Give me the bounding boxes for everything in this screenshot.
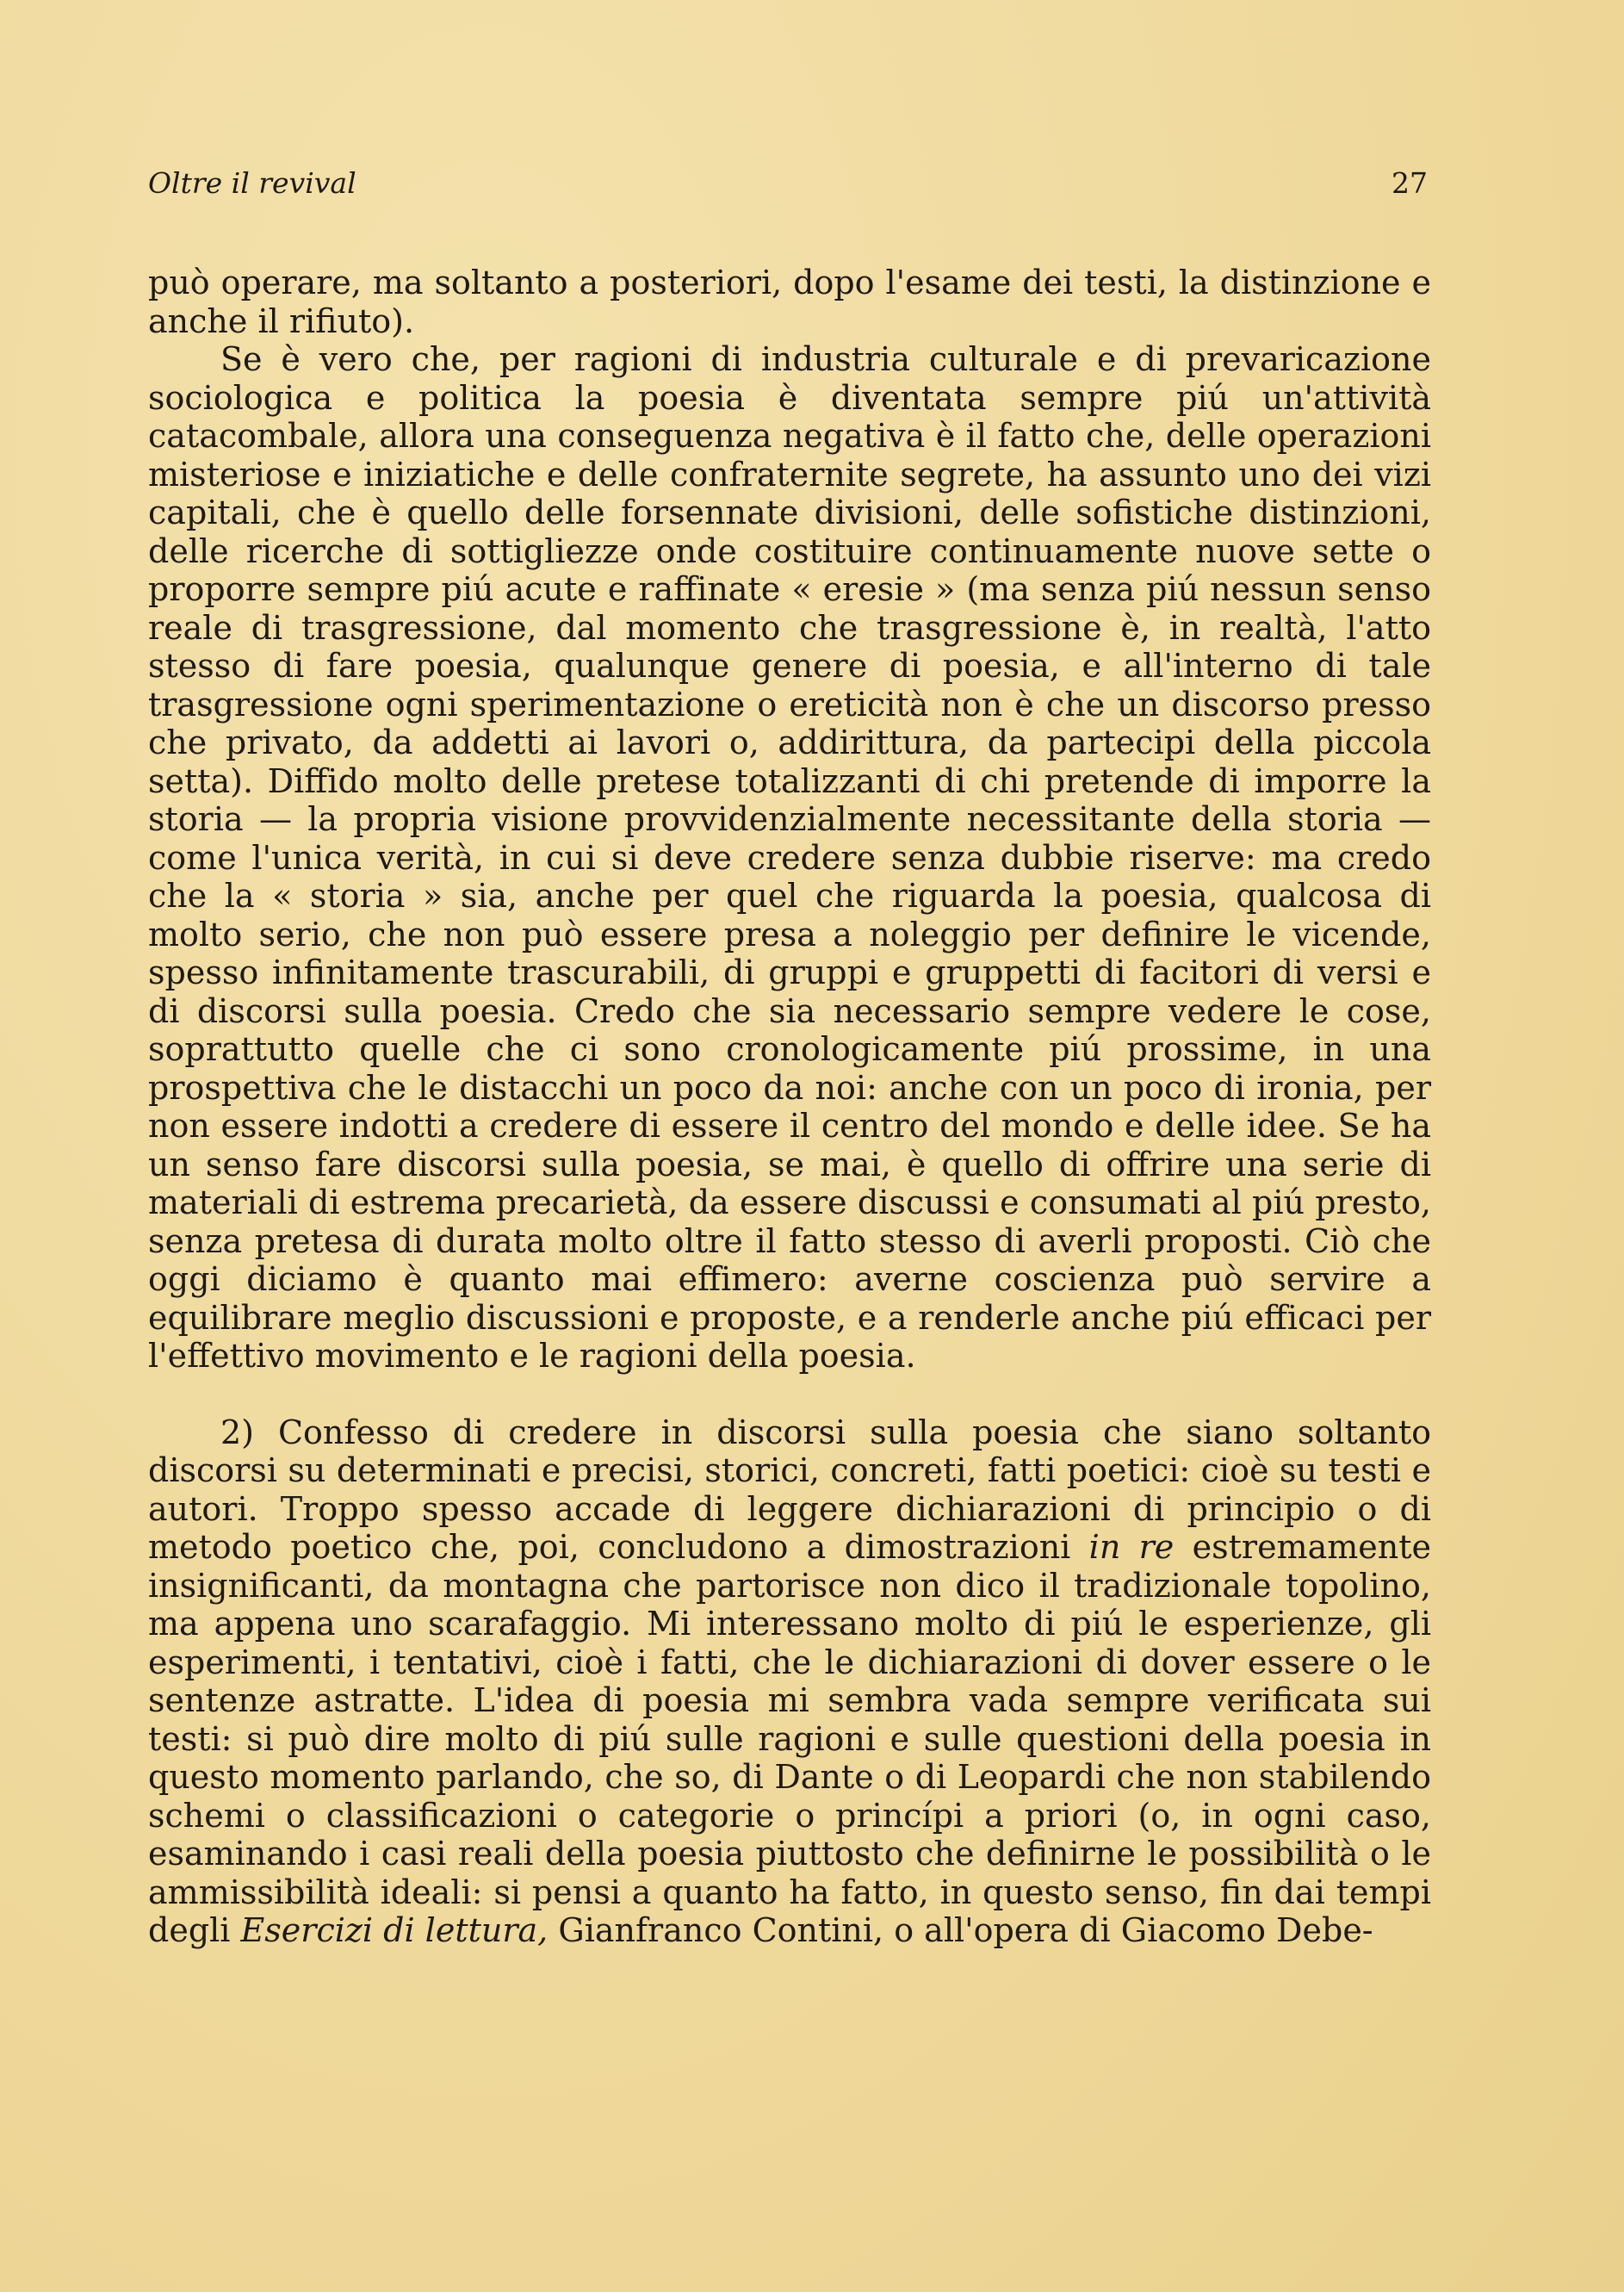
book-page [148, 164, 1431, 1950]
paragraph-answer-2 [148, 1413, 1431, 1950]
paragraph-industria-culturale: Se è vero che, per ragioni di industria culturale e di prevaricazione sociologica e politica la poesia è diventata sempre piú un'attività catacombale, allora una conseguenza negativa è il fatto che, delle operazioni misteriose e iniziatiche e delle confraternite segrete, ha assunto uno dei vizi capitali, che è quello delle forsennate divisioni, delle sofistiche distinzioni, delle ricerche di sottigliezze onde costituire continuamente nuove sette o proporre sempre piú acute e raffinate « eresie » (ma senza piú nessun senso reale di trasgressione, dal momento che trasgressione è, in realtà, l'atto stesso di fare poesia, qualunque genere di poesia, e all'interno di tale trasgressione ogni sperimentazione o ereticità non è che un discorso presso che privato, da addetti ai lavori o, addirittura, da partecipi della piccola setta). Diffido molto delle pretese totalizzanti di chi pretende di imporre la storia — la propria visione provvidenzialmente necessitante della storia — come l'unica verità, in cui si deve credere senza dubbie riserve: ma credo che la « storia » sia, anche per quel che riguarda la poesia, qualcosa di molto serio, che non può essere presa a noleggio per definire le vicende, spesso infinitamente trascurabili, di gruppi e gruppetti di facitori di versi e di discorsi sulla poesia. Credo che sia necessario sempre vedere le cose, soprattutto quelle che ci sono cronologicamente piú prossime, in una prospettiva che le distacchi un poco da noi: anche con un poco di ironia, per non essere indotti a credere di essere il centro del mondo e delle idee. Se ha un senso fare discorsi sulla poesia, se mai, è quello di offrire una serie di materiali di estrema precarietà, da essere discussi e consumati al piú presto, senza pretesa di durata molto oltre il fatto stesso di averli proposti. Ciò che oggi diciamo è quanto mai effimero: averne coscienza può servire a equilibrare meglio discussioni e proposte, e a renderle anche piú efficaci per l'effettivo movimento e le ragioni della poesia. [148, 340, 1431, 1375]
italic-title-esercizi-di-lettura: Esercizi di lettura, [240, 1911, 549, 1949]
paragraph-text-segment: 2) Confesso di credere in discorsi sulla poesia che siano soltanto discorsi su determinati e precisi, storici, concreti, fatti poetici: cioè su testi e autori. Troppo spesso accade di leggere dichiarazioni di principio o di metodo poetico che, poi, concludono a dimostrazioni [148, 1413, 1431, 1566]
running-head [148, 164, 1431, 203]
body-text [148, 264, 1431, 1950]
running-title: Oltre il revival [148, 166, 356, 200]
page-number: 27 [1392, 166, 1428, 200]
paragraph-continuation: può operare, ma soltanto a posteriori, dopo l'esame dei testi, la distinzione e anche il rifiuto). [148, 264, 1431, 340]
paragraph-text-segment: Gianfranco Contini, o all'opera di Giacomo Debe- [558, 1911, 1373, 1949]
italic-phrase-in-re: in re [1088, 1528, 1175, 1566]
paragraph-text-segment: estremamente insignificanti, da montagna che partorisce non dico il tradizionale topolino, ma appena uno scarafaggio. Mi interessano molto di piú le esperienze, gli esperimenti, i tentativi, cioè i fatti, che le dichiarazioni di dover essere o le sentenze astratte. L'idea di poesia mi sembra vada sempre verificata sui testi: si può dire molto di piú sulle ragioni e sulle questioni della poesia in questo momento parlando, che so, di Dante o di Leopardi che non stabilendo schemi o classificazioni o categorie o princípi a priori (o, in ogni caso, esaminando i casi reali della poesia piuttosto che definirne le possibilità o le ammissibilità ideali: si pensi a quanto ha fatto, in questo senso, fin dai tempi degli [148, 1528, 1431, 1949]
